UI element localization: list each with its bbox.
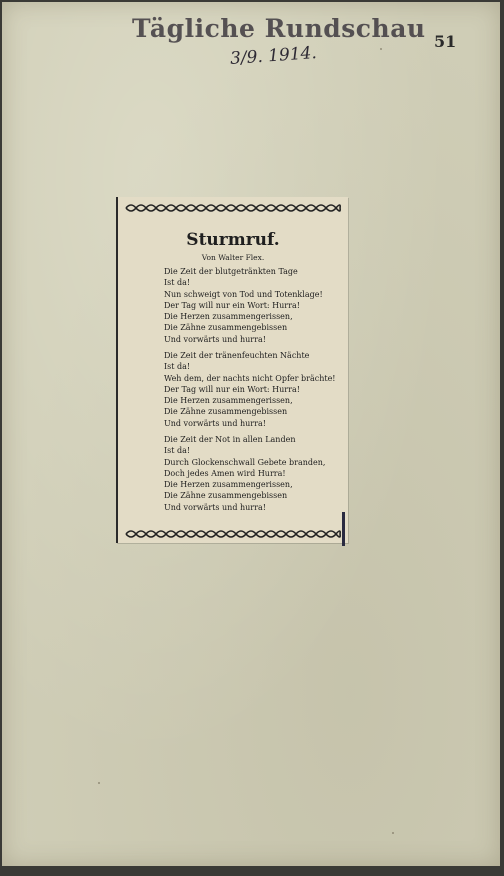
poem-line: Und vorwärts und hurra! <box>164 418 266 428</box>
poem-line: Nun schweigt von Tod und Totenklage! <box>164 289 323 299</box>
poem-line: Die Zeit der Not in allen Landen <box>164 435 296 444</box>
poem-line: Und vorwärts und hurra! <box>164 334 266 344</box>
poem-line: Die Zähne zusammengebissen <box>164 491 288 501</box>
poem-line: Die Herzen zusammengerissen, <box>164 480 293 490</box>
poem-line: Ist da! <box>164 362 191 372</box>
poem-stanza-2 <box>164 350 348 429</box>
archive-sheet <box>2 2 500 866</box>
ornamental-border-top <box>124 202 342 214</box>
paper-speck <box>380 48 382 50</box>
poem-line: Ist da! <box>164 446 191 456</box>
poem-line: Die Zähne zusammengebissen <box>164 323 288 333</box>
poem-line: Die Zeit der blutgetränkten Tage <box>164 267 298 276</box>
poem-line: Ist da! <box>164 278 191 288</box>
poem-stanza-1 <box>164 266 348 345</box>
poem-line: Der Tag will nur ein Wort: Hurra! <box>164 300 300 310</box>
poem-line: Die Zähne zusammengebissen <box>164 407 288 417</box>
page-number: 51 <box>434 32 457 51</box>
poem-line: Weh dem, der nachts nicht Opfer brächte! <box>164 373 336 383</box>
poem-line: Der Tag will nur ein Wort: Hurra! <box>164 384 300 394</box>
poem-line: Doch jedes Amen wird Hurra! <box>164 468 286 478</box>
paper-speck <box>392 832 394 834</box>
ornamental-border-bottom <box>124 528 342 540</box>
poem-title: Sturmruf. <box>186 230 280 250</box>
newspaper-stamp: Tägliche Rundschau <box>132 14 426 43</box>
handwritten-date: 3/9. 1914. <box>229 42 318 70</box>
poem-stanza-3 <box>164 434 348 513</box>
poem-author: Von Walter Flex. <box>201 253 265 262</box>
newspaper-clipping <box>116 197 348 543</box>
poem-line: Die Zeit der tränenfeuchten Nächte <box>164 351 310 360</box>
poem-line: Und vorwärts und hurra! <box>164 502 266 512</box>
paper-speck <box>98 782 100 784</box>
poem-line: Durch Glockenschwall Gebete branden, <box>164 457 326 467</box>
clipping-edge-mark <box>342 512 345 546</box>
poem-line: Die Herzen zusammengerissen, <box>164 312 293 322</box>
poem-line: Die Herzen zusammengerissen, <box>164 396 293 406</box>
